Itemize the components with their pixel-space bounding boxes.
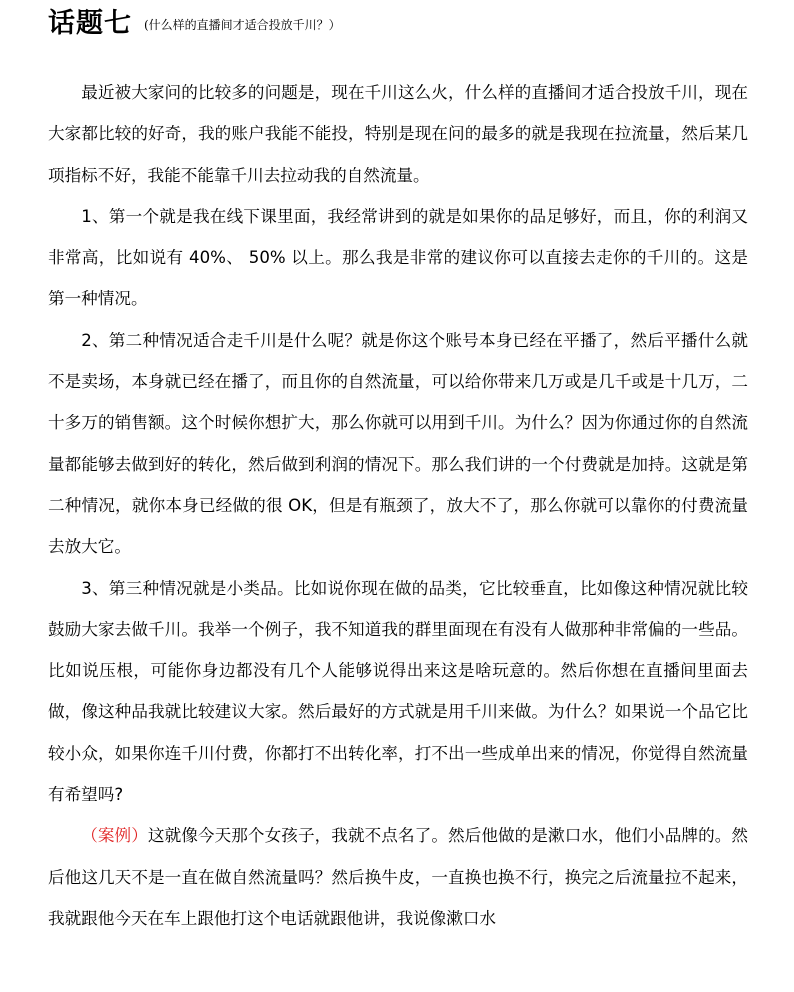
- case-tag: （案例）: [81, 826, 148, 846]
- paragraph-point-3: 3、第三种情况就是小类品。比如说你现在做的品类，它比较垂直，比如像这种情况就比较鼓励大家去做千川。我举一个例子，我不知道我的群里面现在有没有人做那种非常偏的一些品。比如说压根，可能你身边都没有几个人能够说得出来这是啥玩意的。然后你想在直播间里面去做，像这种品我就比较建议大家。然后最好的方式就是用千川来做。为什么？如果说一个品它比较小众，如果你连千川付费，你都打不出转化率，打不出一些成单出来的情况，你觉得自然流量有希望吗?: [48, 578, 748, 805]
- page-subtitle: (什么样的直播间才适合投放千川？）: [144, 18, 341, 32]
- title-row: [48, 4, 341, 44]
- case-text: 这就像今天那个女孩子，我就不点名了。然后他做的是漱口水，他们小品牌的。然后他这几天不是一直在做自然流量吗？然后换牛皮，一直换也换不行，换完之后流量拉不起来，我就跟他今天在车上跟他打这个电话就跟他讲，我说像漱口水: [48, 826, 749, 928]
- paragraph-intro: 最近被大家问的比较多的问题是，现在千川这么火，什么样的直播间才适合投放千川，现在大家都比较的好奇，我的账户我能不能投，特别是现在问的最多的就是我现在拉流量，然后某几项指标不好，我能不能靠千川去拉动我的自然流量。: [48, 83, 748, 185]
- paragraph-point-1: 1、第一个就是我在线下课里面，我经常讲到的就是如果你的品足够好，而且，你的利润又非常高，比如说有 40%、 50% 以上。那么我是非常的建议你可以直接去走你的千川的。这是第一种情况。: [48, 206, 748, 309]
- paragraph-point-2: 2、第二种情况适合走千川是什么呢？就是你这个账号本身已经在平播了，然后平播什么就不是卖场，本身就已经在播了，而且你的自然流量，可以给你带来几万或是几千或是十几万，二十多万的销售额。这个时候你想扩大，那么你就可以用到千川。为什么？因为你通过你的自然流量都能够去做到好的转化，然后做到利润的情况下。那么我们讲的一个付费就是加持。这就是第二种情况，就你本身已经做的很 OK，但是有瓶颈了，放大不了，那么你就可以靠你的付费流量去放大它。: [48, 330, 748, 557]
- paragraph-case: [48, 815, 748, 939]
- document-body: [48, 72, 748, 939]
- page-title: 话题七: [48, 8, 132, 39]
